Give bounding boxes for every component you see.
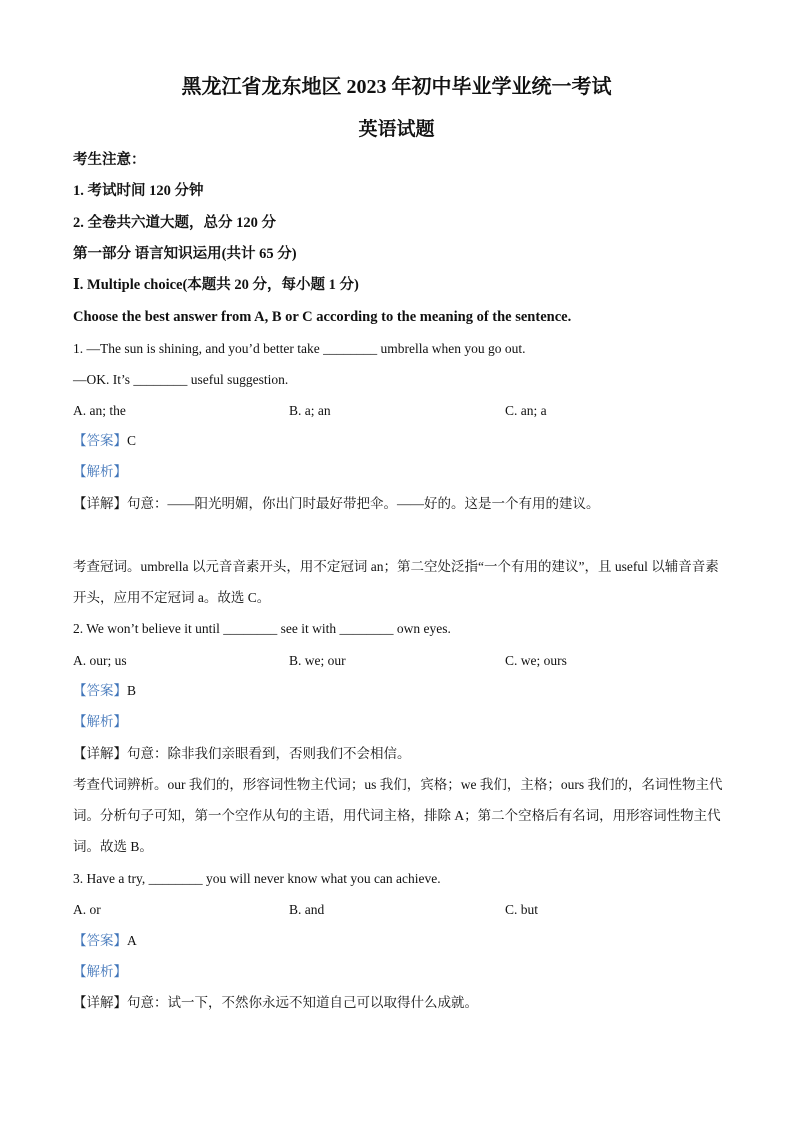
notice-item: 1. 考试时间 120 分钟	[73, 183, 204, 199]
answer-value: B	[127, 683, 137, 698]
option-b: B. a; an	[289, 403, 331, 418]
question-text: 2. We won’t believe it until ________ see it with ________ own eyes.	[73, 621, 451, 636]
notice-item: 2. 全卷共六道大题，总分 120 分	[73, 215, 276, 231]
answer-line	[73, 432, 136, 450]
exam-subtitle: 英语试题	[358, 119, 435, 140]
option-c: C. but	[505, 902, 539, 917]
question-text: —OK. It’s ________ useful suggestion.	[73, 372, 289, 387]
instruction: Choose the best answer from A, B or C according to the meaning of the sentence.	[73, 309, 572, 325]
answer-value: A	[127, 933, 137, 948]
explanation-text: 考查代词辨析。our 我们的，形容词性物主代词；us 我们，宾格；we 我们，主格；ours 我们的，名词性物主代词。分析句子可知，第一个空作从句的主语，用代词主格，排除 A；第二个空格后有名词，用形容词性物主代词。故选 B。	[73, 777, 723, 854]
option-c: C. an; a	[505, 403, 547, 418]
section-heading: Ⅰ. Multiple choice(本题共 20 分，每小题 1 分)	[73, 277, 359, 293]
answer-line	[73, 932, 137, 950]
explanation-text: 考查冠词。umbrella 以元音音素开头，用不定冠词 an；第二空处泛指“一个有用的建议”，且 useful 以辅音音素开头，应用不定冠词 a。故选 C。	[73, 559, 719, 605]
detail-text: 【详解】句意：试一下，不然你永远不知道自己可以取得什么成就。	[73, 995, 478, 1010]
option-a: A. our; us	[73, 653, 127, 668]
answer-value: C	[127, 433, 137, 448]
option-b: B. we; our	[289, 653, 346, 668]
part-heading: 第一部分 语言知识运用(共计 65 分)	[73, 246, 297, 262]
notice-heading: 考生注意：	[73, 152, 146, 168]
exam-title: 黑龙江省龙东地区 2023 年初中毕业学业统一考试	[181, 76, 612, 98]
option-a: A. or	[73, 902, 101, 917]
analysis-tag: 【解析】	[73, 964, 127, 979]
question-text: 1. —The sun is shining, and you’d better take ________ umbrella when you go out.	[73, 341, 526, 356]
detail-text: 【详解】句意：除非我们亲眼看到，否则我们不会相信。	[73, 746, 411, 761]
answer-tag: 【答案】	[73, 933, 127, 948]
option-a: A. an; the	[73, 403, 126, 418]
detail-text: 【详解】句意：——阳光明媚，你出门时最好带把伞。——好的。这是一个有用的建议。	[73, 496, 600, 511]
option-c: C. we; ours	[505, 653, 567, 668]
analysis-tag: 【解析】	[73, 464, 127, 479]
answer-tag: 【答案】	[73, 433, 127, 448]
answer-line	[73, 682, 136, 700]
answer-tag: 【答案】	[73, 683, 127, 698]
option-b: B. and	[289, 902, 325, 917]
question-text: 3. Have a try, ________ you will never know what you can achieve.	[73, 871, 441, 886]
analysis-tag: 【解析】	[73, 714, 127, 729]
